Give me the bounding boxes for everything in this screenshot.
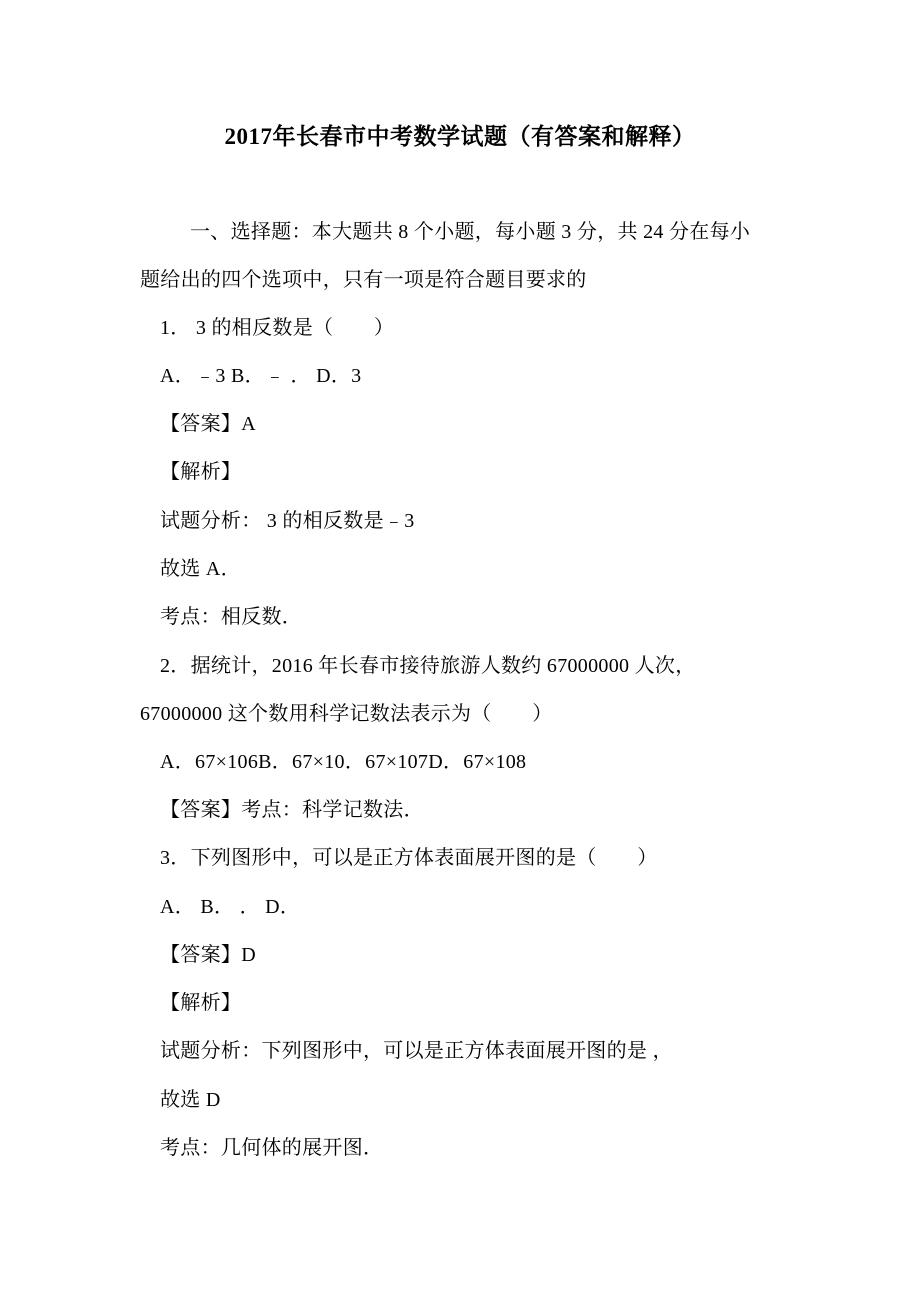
document-title: 2017年长春市中考数学试题（有答案和解释）	[224, 124, 696, 149]
section-heading-line2: 题给出的四个选项中，只有一项是符合题目要求的	[140, 269, 587, 291]
q2-answer: 【答案】考点：科学记数法．	[160, 799, 424, 821]
q1-choice: 故选 A．	[160, 558, 241, 580]
q1-options: A．﹣3 B．﹣ ． D．3	[160, 365, 362, 387]
q3-analysis: 试题分析：下列图形中，可以是正方体表面展开图的是 ，	[160, 1040, 673, 1062]
q1-analysis-heading: 【解析】	[160, 461, 242, 483]
q3-topic: 考点：几何体的展开图．	[160, 1137, 384, 1159]
q3-choice: 故选 D	[160, 1089, 221, 1111]
q2-options: A．67×106B．67×10．67×107D．67×108	[160, 751, 527, 773]
q2-question-line2: 67000000 这个数用科学记数法表示为（ ）	[140, 703, 553, 725]
q3-question: 3．下列图形中，可以是正方体表面展开图的是（ ）	[160, 847, 658, 869]
q1-answer: 【答案】A	[160, 413, 256, 435]
q1-question: 1． 3 的相反数是（ ）	[160, 317, 395, 339]
q3-options: A． B． ． D．	[160, 896, 301, 918]
q2-question-line1: 2．据统计，2016 年长春市接待旅游人数约 67000000 人次，	[160, 655, 696, 677]
q3-answer: 【答案】D	[160, 944, 256, 966]
q3-analysis-heading: 【解析】	[160, 992, 242, 1014]
q1-topic: 考点：相反数．	[160, 606, 303, 628]
q1-analysis: 试题分析： 3 的相反数是﹣3	[160, 510, 415, 532]
section-heading-line1: 一、选择题：本大题共 8 个小题，每小题 3 分，共 24 分在每小	[190, 221, 751, 243]
